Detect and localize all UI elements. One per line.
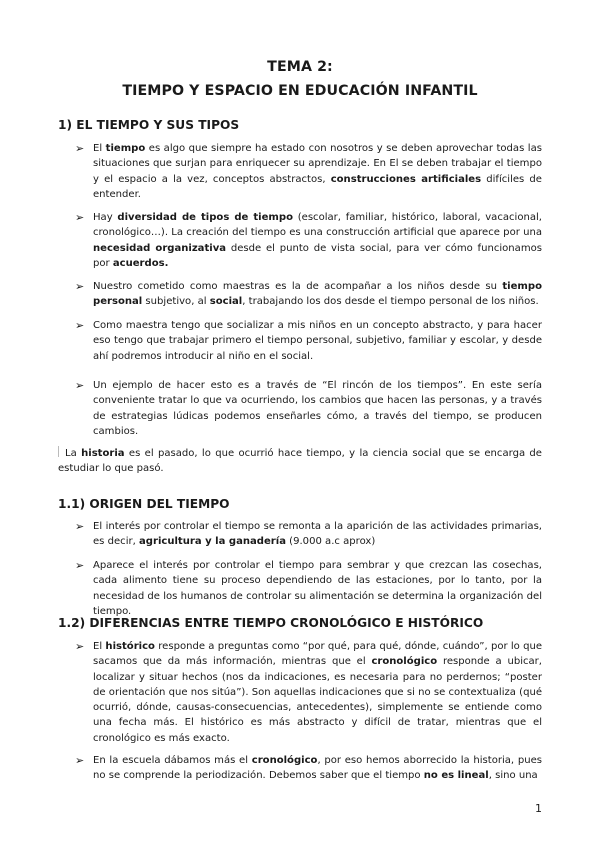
arrow-bullet-icon: ➢ bbox=[75, 211, 85, 224]
text-cursor-icon bbox=[58, 446, 59, 457]
document-subtitle: TIEMPO Y ESPACIO EN EDUCACIÓN INFANTIL bbox=[122, 83, 478, 99]
list-item bbox=[76, 378, 542, 439]
bullet-text: El interés por controlar el tiempo se remonta a la aparición de las actividades primarias, es decir, agricultura y la ganadería (9.000 a.c aprox) bbox=[93, 521, 542, 548]
arrow-bullet-icon: ➢ bbox=[75, 319, 85, 332]
arrow-bullet-icon: ➢ bbox=[75, 379, 85, 392]
arrow-bullet-icon: ➢ bbox=[75, 280, 85, 293]
arrow-bullet-icon: ➢ bbox=[75, 640, 85, 653]
bullet-text: El tiempo es algo que siempre ha estado con nosotros y se deben aprovechar todas las situaciones que surjan para enriquecer su aprendizaje. En El se deben trabajar el tiempo y el espacio a la vez, conceptos abstractos, construcciones artificiales difíciles de entender. bbox=[93, 143, 542, 200]
bullet-text: Nuestro cometido como maestras es la de acompañar a los niños desde su tiempo personal subjetivo, al social, trabajando los dos desde el tiempo personal de los niños. bbox=[93, 281, 542, 308]
arrow-bullet-icon: ➢ bbox=[75, 754, 85, 767]
arrow-bullet-icon: ➢ bbox=[75, 559, 85, 572]
historia-paragraph: La historia es el pasado, lo que ocurrió hace tiempo, y la ciencia social que se encarga de estudiar lo que pasó. bbox=[58, 448, 542, 475]
list-item bbox=[76, 639, 542, 746]
bullet-text: Como maestra tengo que socializar a mis niños en un concepto abstracto, y para hacer eso tengo que trabajar primero el tiempo personal, subjetivo, familiar y escolar, y desde ahí podremos introducir al niño en el social. bbox=[93, 320, 542, 362]
arrow-bullet-icon: ➢ bbox=[75, 142, 85, 155]
list-item bbox=[76, 279, 542, 310]
bullet-text: En la escuela dábamos más el cronológico, por eso hemos aborrecido la historia, pues no se comprende la periodización. Debemos saber que el tiempo no es lineal, sino una bbox=[93, 755, 542, 782]
list-item bbox=[76, 141, 542, 202]
arrow-bullet-icon: ➢ bbox=[75, 520, 85, 533]
bullet-text: El histórico responde a preguntas como “por qué, para qué, dónde, cuándo”, por lo que sacamos que da más información, mientras que el cronológico responde a ubicar, localizar y situar hechos (nos da indicaciones, es necesaria para no perdernos; “poster de orientación que nos sitúa”). Son aquellas indicaciones que si no se contextualiza (qué ocurrió, dónde, causas-consecuencias, antecedentes), simplemente se entiende como una fecha más. El histórico es más abstracto y difícil de tratar, mientras que el cronológico es más exacto. bbox=[93, 641, 542, 744]
list-item bbox=[76, 753, 542, 784]
section-heading-origen: 1.1) ORIGEN DEL TIEMPO bbox=[58, 497, 230, 511]
section-heading-tiempo-tipos: 1) EL TIEMPO Y SUS TIPOS bbox=[58, 118, 240, 132]
list-item bbox=[76, 558, 542, 619]
list-item bbox=[76, 210, 542, 271]
bullet-text: Hay diversidad de tipos de tiempo (escolar, familiar, histórico, laboral, vacacional, cronológico…). La creación del tiempo es una construcción artificial que aparece por una necesidad organizativa desde el punto de vista social, para ver cómo funcionamos por acuerdos. bbox=[93, 212, 542, 269]
section-heading-diferencias: 1.2) DIFERENCIAS ENTRE TIEMPO CRONOLÓGICO E HISTÓRICO bbox=[58, 616, 484, 630]
list-item bbox=[76, 519, 542, 550]
bullet-text: Aparece el interés por controlar el tiempo para sembrar y que crezcan las cosechas, cada alimento tiene su proceso dependiendo de las estaciones, por lo tanto, por la necesidad de los humanos de controlar su alimentación se determina la organización del tiempo. bbox=[93, 560, 542, 617]
page-number: 1 bbox=[535, 802, 542, 815]
bullet-text: Un ejemplo de hacer esto es a través de “El rincón de los tiempos”. En este sería conveniente tratar lo que va ocurriendo, los cambios que hacen las personas, y a través de estrategias lúdicas podemos enseñarles cómo, a través del tiempo, se producen cambios. bbox=[93, 380, 542, 437]
document-title: TEMA 2: bbox=[267, 59, 333, 75]
list-item bbox=[76, 318, 542, 364]
